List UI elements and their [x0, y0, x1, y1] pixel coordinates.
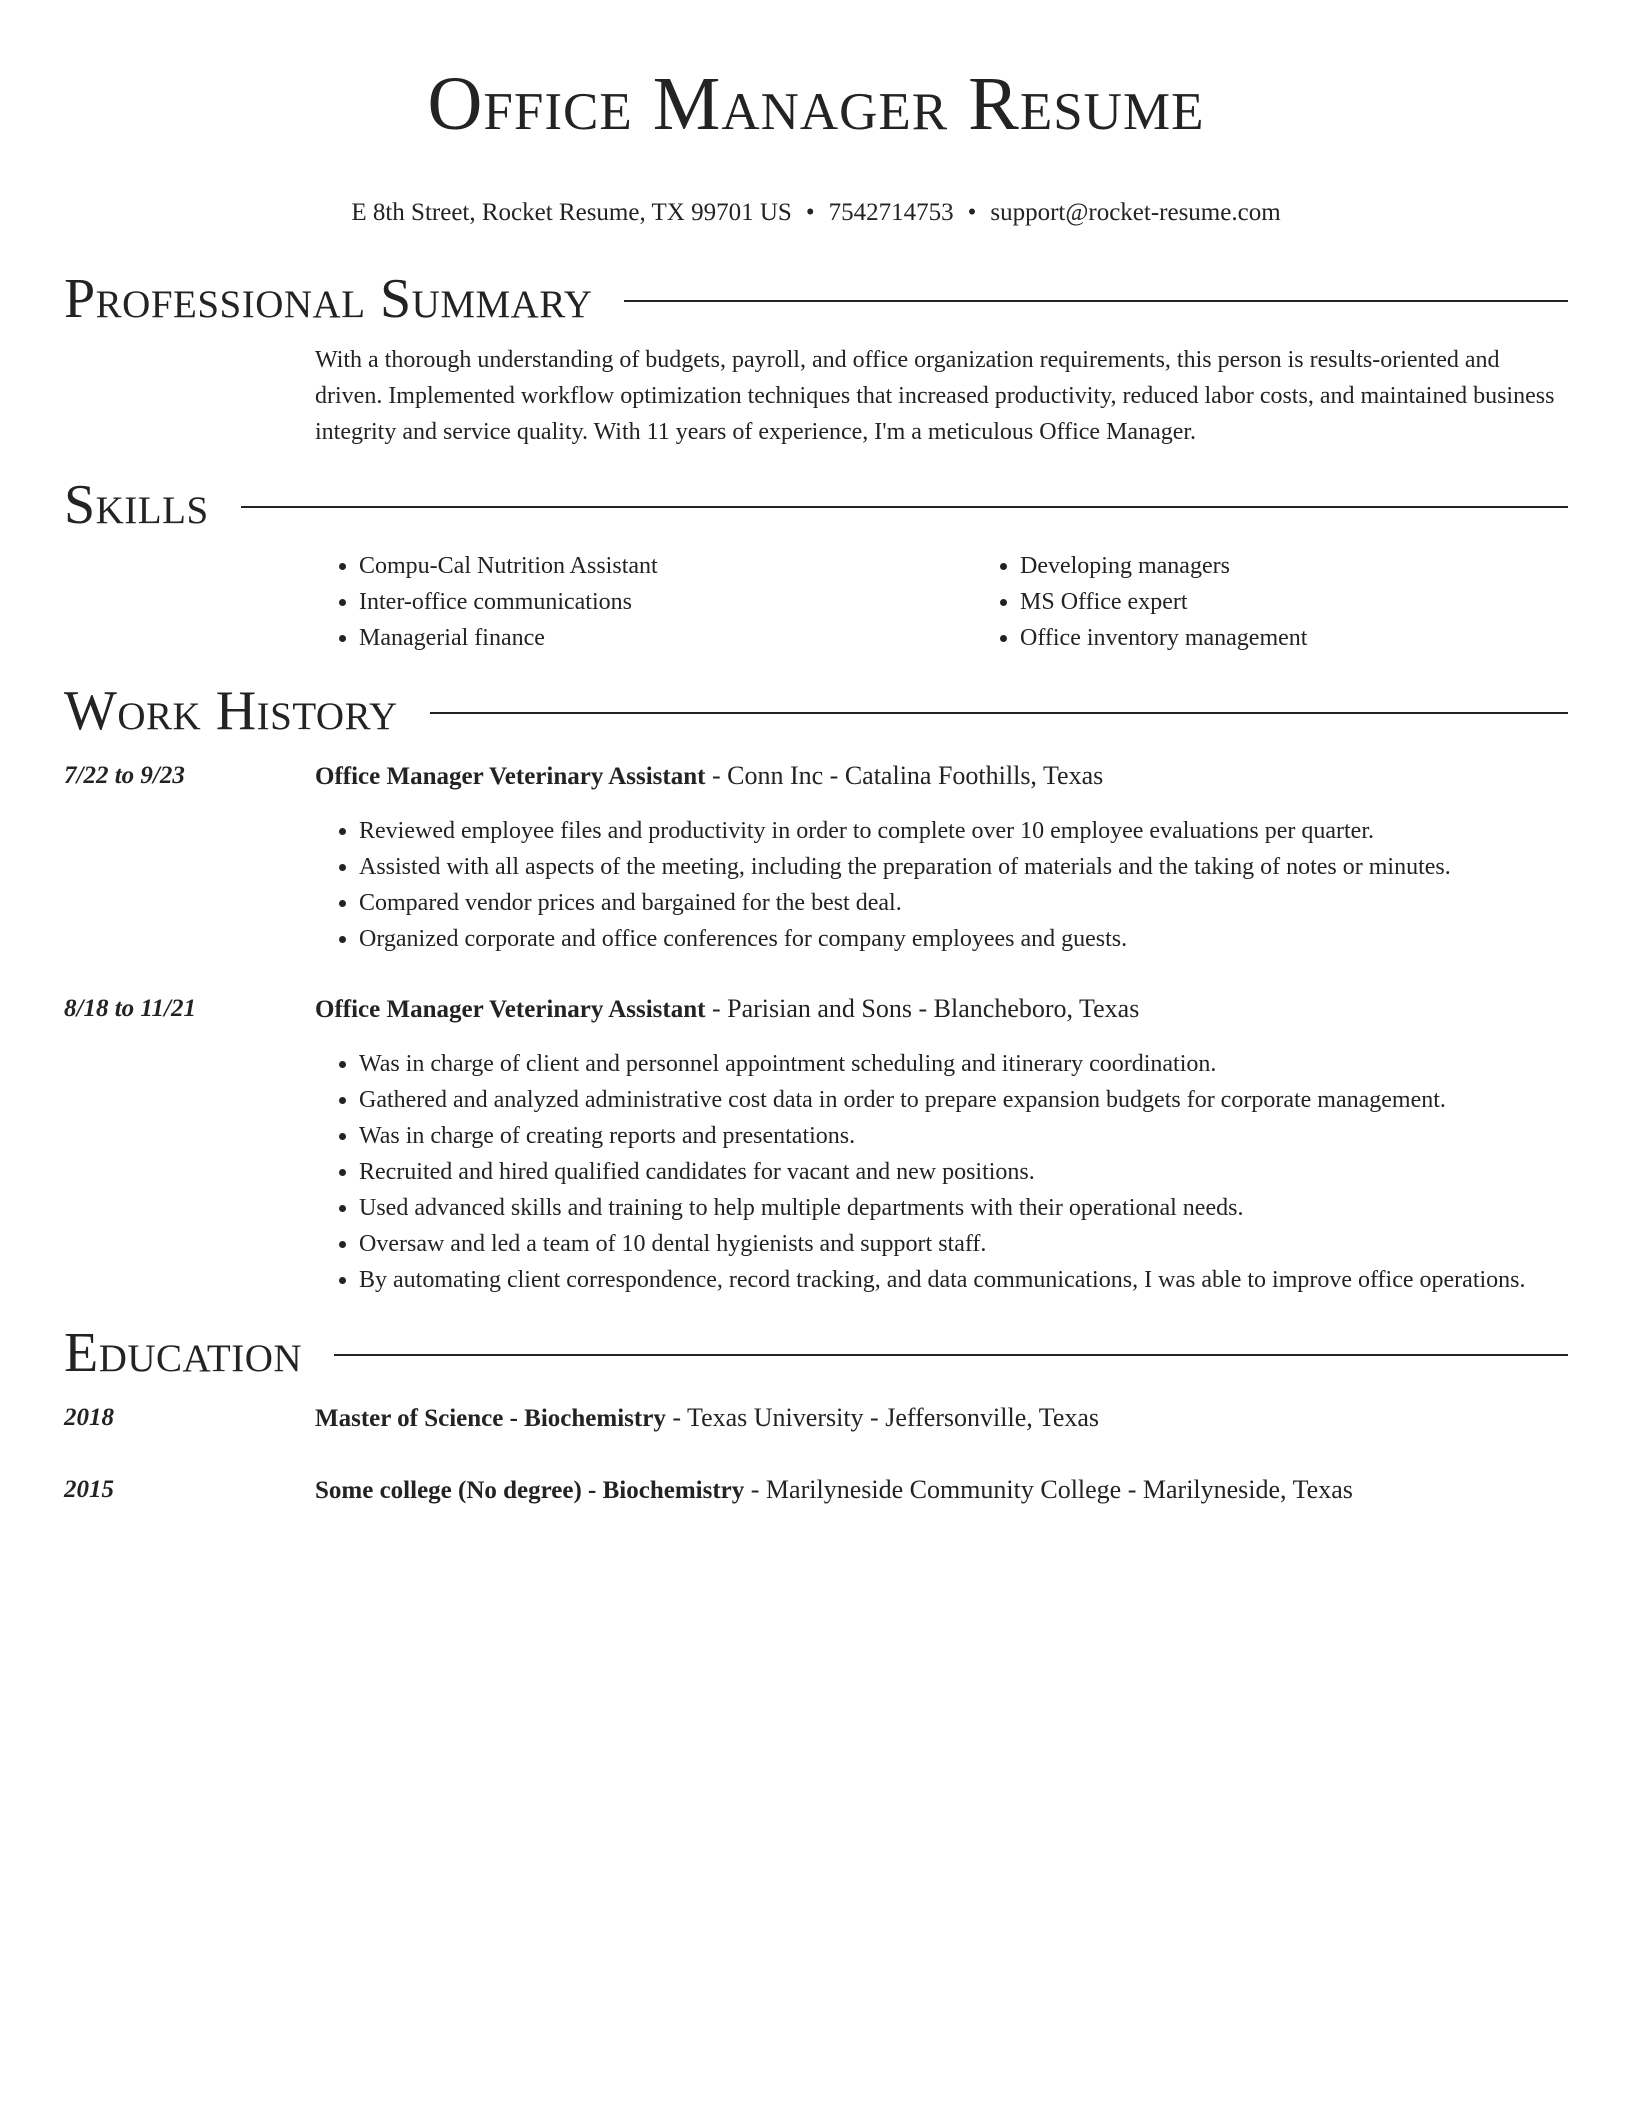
education-entry [64, 1472, 1568, 1509]
education-section-header [64, 1320, 1568, 1386]
skills-list-right [976, 548, 1632, 656]
contact-line [64, 196, 1568, 230]
job-bullet: • By automating client correspondence, record tracking, and data communications, I was able to improve office operations. [359, 1262, 1568, 1298]
summary-section-header [64, 266, 1568, 332]
job-bullet: • Organized corporate and office conferences for company employees and guests. [359, 921, 1568, 957]
skills-grid [315, 548, 1632, 656]
skills-heading: Skills [64, 474, 209, 536]
education-year: 2015 [64, 1476, 114, 1503]
job-bullet: • Was in charge of creating reports and presentations. [359, 1118, 1568, 1154]
job-bullet: • Reviewed employee files and productivity in order to complete over 10 employee evaluations per quarter. [359, 813, 1568, 849]
contact-separator: • [805, 199, 815, 226]
summary-heading: Professional Summary [64, 268, 593, 330]
education-line [315, 1472, 1568, 1509]
job-bullet: • Gathered and analyzed administrative cost data in order to prepare expansion budgets for corporate management. [359, 1082, 1568, 1118]
section-divider [624, 300, 1568, 302]
skill-item: • Managerial finance [359, 620, 976, 656]
education-degree: Master of Science - Biochemistry [315, 1405, 666, 1432]
skill-item: • Inter-office communications [359, 584, 976, 620]
job-body [315, 758, 1568, 957]
job-bullet: • Assisted with all aspects of the meeting, including the preparation of materials and the taking of notes or minutes. [359, 849, 1568, 885]
skills-section-header [64, 472, 1568, 538]
contact-phone: 7542714753 [828, 199, 954, 226]
job-dates: 8/18 to 11/21 [64, 995, 196, 1022]
education-body [315, 1400, 1568, 1437]
education-year: 2018 [64, 1404, 114, 1431]
job-bullet: • Used advanced skills and training to help multiple departments with their operational needs. [359, 1190, 1568, 1226]
job-title: Office Manager Veterinary Assistant [315, 763, 706, 790]
education-entry [64, 1400, 1568, 1437]
contact-address: E 8th Street, Rocket Resume, TX 99701 US [351, 199, 792, 226]
contact-email: support@rocket-resume.com [990, 199, 1281, 226]
section-divider [241, 506, 1568, 508]
education-heading: Education [64, 1322, 303, 1384]
job-header [315, 758, 1568, 795]
skills-list-left [315, 548, 976, 656]
summary-body [315, 342, 1568, 450]
skill-item: • MS Office expert [1020, 584, 1632, 620]
job-bullet: • Oversaw and led a team of 10 dental hygienists and support staff. [359, 1226, 1568, 1262]
education-school-location: - Marilyneside Community College - Marilyneside, Texas [744, 1475, 1353, 1504]
skills-row [64, 548, 1568, 656]
job-bullets [315, 1046, 1568, 1298]
education-line [315, 1400, 1568, 1437]
work-section-header [64, 678, 1568, 744]
skills-spacer [64, 548, 315, 656]
job-body [315, 991, 1568, 1298]
resume-title: Office Manager Resume [427, 62, 1205, 146]
skill-item: • Office inventory management [1020, 620, 1632, 656]
summary-row [64, 342, 1568, 450]
skill-item: • Developing managers [1020, 548, 1632, 584]
skill-item: • Compu-Cal Nutrition Assistant [359, 548, 976, 584]
job-bullet: • Recruited and hired qualified candidates for vacant and new positions. [359, 1154, 1568, 1190]
section-divider [430, 712, 1568, 714]
summary-text: With a thorough understanding of budgets, payroll, and office organization requirements, this person is results-oriented and driven. Implemented workflow optimization techniques that increased productivity, reduced labor costs, and maintained business integrity and service quality. With 11 years of experience, I'm a meticulous Office Manager. [315, 347, 1555, 445]
job-header [315, 991, 1568, 1028]
job-entry [64, 991, 1568, 1298]
job-company-location: - Conn Inc - Catalina Foothills, Texas [705, 761, 1104, 790]
job-bullets [315, 813, 1568, 957]
contact-separator: • [967, 199, 977, 226]
education-body [315, 1472, 1568, 1509]
job-entry [64, 758, 1568, 957]
job-title: Office Manager Veterinary Assistant [315, 996, 706, 1023]
job-company-location: - Parisian and Sons - Blancheboro, Texas [705, 994, 1140, 1023]
education-degree: Some college (No degree) - Biochemistry [315, 1477, 745, 1504]
job-bullet: • Compared vendor prices and bargained for the best deal. [359, 885, 1568, 921]
education-school-location: - Texas University - Jeffersonville, Texas [665, 1403, 1100, 1432]
job-bullet: • Was in charge of client and personnel appointment scheduling and itinerary coordination. [359, 1046, 1568, 1082]
summary-spacer [64, 342, 315, 450]
work-heading: Work History [64, 680, 398, 742]
skills-body [315, 548, 1632, 656]
section-divider [334, 1354, 1568, 1356]
job-dates: 7/22 to 9/23 [64, 762, 185, 789]
